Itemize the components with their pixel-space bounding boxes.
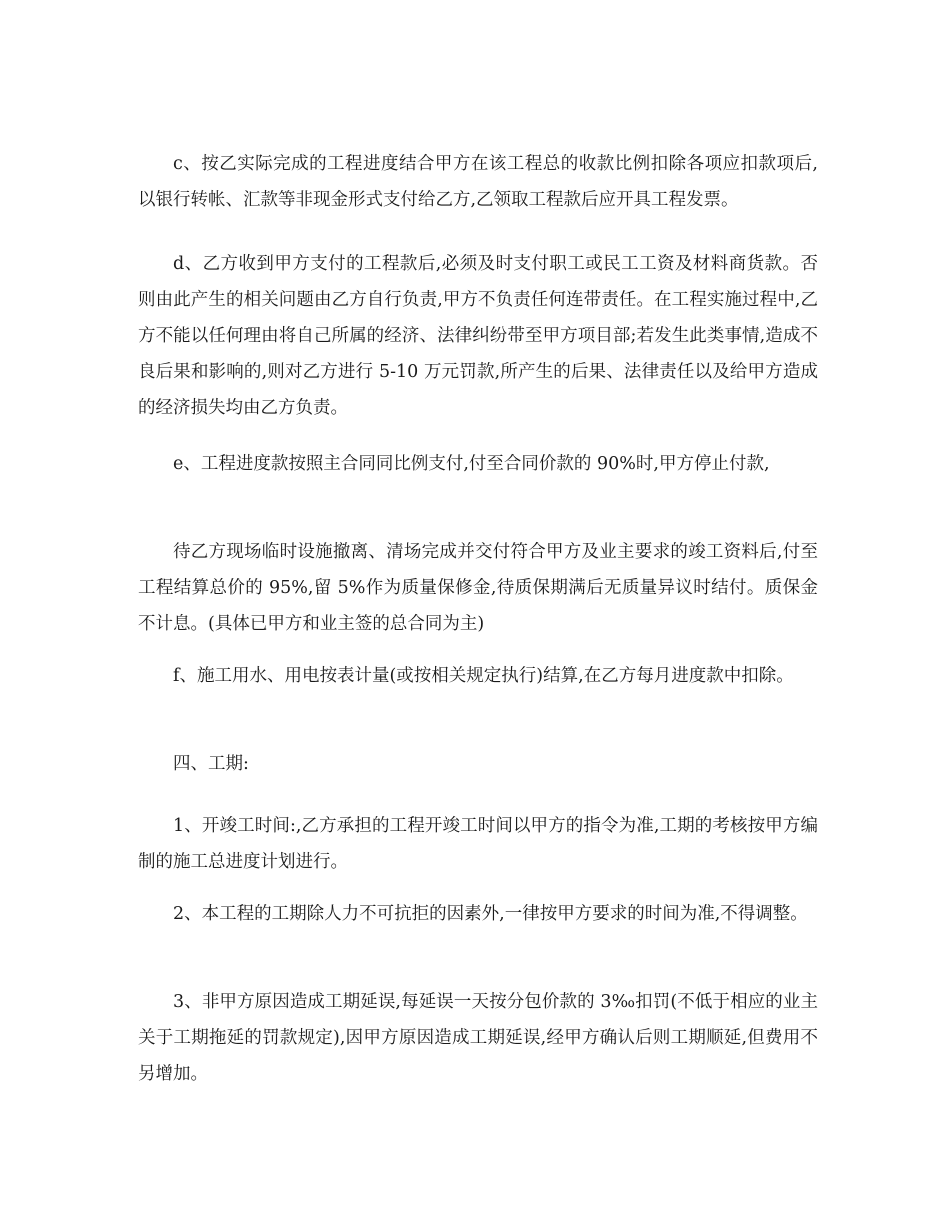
- paragraph-schedule-3: 3、非甲方原因造成工期延误,每延误一天按分包价款的 3‰扣罚(不低于相应的业主关于工期拖延的罚款规定),因甲方原因造成工期延误,经甲方确认后则工期顺延,但费用不另增加。: [138, 992, 818, 1084]
- paragraph-schedule-2: 2、本工程的工期除人力不可抗拒的因素外,一律按甲方要求的时间为准,不得调整。: [173, 904, 808, 924]
- section-heading-schedule: 四、工期:: [173, 754, 249, 774]
- paragraph-payment-e: e、工程进度款按照主合同同比例支付,付至合同价款的 90%时,甲方停止付款,: [173, 454, 770, 474]
- paragraph-payment-c: c、按乙实际完成的工程进度结合甲方在该工程总的收款比例扣除各项应扣款项后,以银行转帐、汇款等非现金形式支付给乙方,乙领取工程款后应开具工程发票。: [138, 154, 818, 210]
- paragraph-payment-e-continued: 待乙方现场临时设施撤离、清场完成并交付符合甲方及业主要求的竣工资料后,付至工程结算总价的 95%,留 5%作为质量保修金,待质保期满后无质量异议时结付。质保金不计息。(具体已甲方和业主签的总合同为主): [138, 542, 818, 634]
- paragraph-payment-f: f、施工用水、用电按表计量(或按相关规定执行)结算,在乙方每月进度款中扣除。: [173, 666, 794, 686]
- paragraph-schedule-1: 1、开竣工时间:,乙方承担的工程开竣工时间以甲方的指令为准,工期的考核按甲方编制的施工总进度计划进行。: [138, 816, 818, 872]
- paragraph-payment-d: d、乙方收到甲方支付的工程款后,必须及时支付职工或民工工资及材料商货款。否则由此产生的相关问题由乙方自行负责,甲方不负责任何连带责任。在工程实施过程中,乙方不能以任何理由将自己所属的经济、法律纠纷带至甲方项目部;若发生此类事情,造成不良后果和影响的,则对乙方进行 5-10 万元罚款,所产生的后果、法律责任以及给甲方造成的经济损失均由乙方负责。: [138, 254, 818, 418]
